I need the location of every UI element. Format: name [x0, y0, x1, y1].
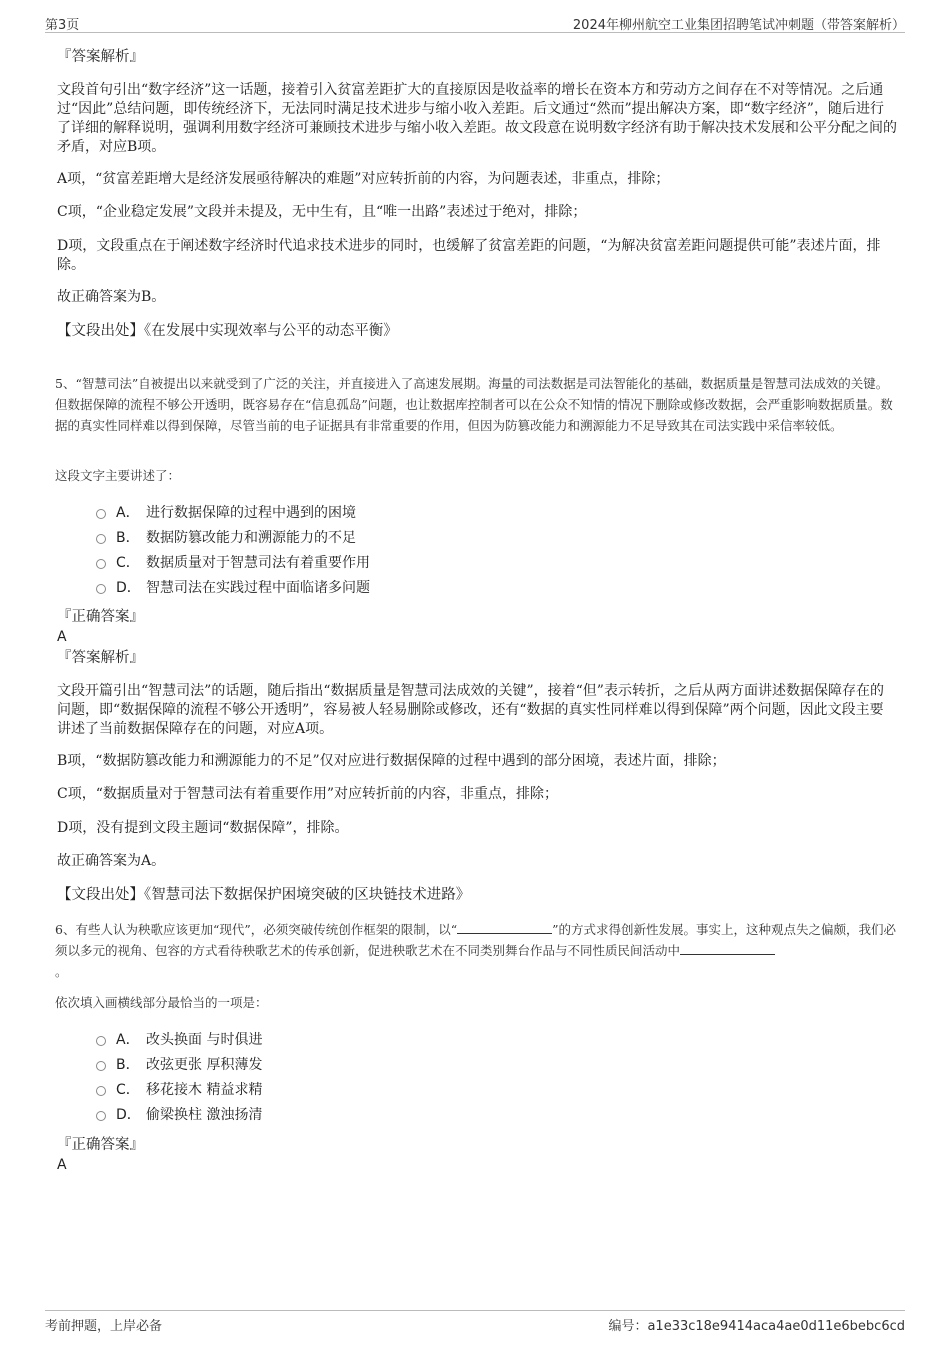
q5-options	[96, 499, 796, 599]
q5-source	[57, 885, 897, 905]
page-number: 第3页	[45, 18, 80, 33]
document-id: 编号：a1e33c18e9414aca4ae0d11e6bebc6cd	[608, 1319, 905, 1334]
radio-icon[interactable]	[96, 1036, 106, 1046]
blank-1	[457, 921, 552, 934]
q5-analysis-text: 文段开篇引出“智慧司法”的话题，随后指出“数据质量是智慧司法成效的关键”，接着“但”表示转折，之后从两方面讲述数据保障存在的问题，即“数据保障的流程不够公开透明”，容易被人轻易删除或修改，还有“数据的真实性同样难以得到保障”两个问题，因此文段主要讲述了当前数据保障存在的问题，对应A项。	[57, 683, 884, 737]
radio-icon[interactable]	[96, 1086, 106, 1096]
radio-icon[interactable]	[96, 534, 106, 544]
q4-option-d-note: D项，文段重点在于阐述数字经济时代追求技术进步的同时，也缓解了贫富差距的问题，“为解决贫富差距问题提供可能”表述片面，排除。	[57, 238, 881, 273]
q4-source-title: 《在发展中实现效率与公平的动态平衡》	[144, 323, 398, 339]
page-footer	[45, 1310, 905, 1337]
page-header	[45, 12, 905, 33]
q5-conclusion: 故正确答案为A。	[57, 853, 166, 869]
blank-2	[680, 942, 775, 955]
q5-option-a[interactable]: A． 进行数据保障的过程中遇到的困境	[96, 499, 796, 524]
q6-option-c[interactable]: C． 移花接木 精益求精	[96, 1076, 796, 1101]
q6-option-a[interactable]: A． 改头换面 与时俱进	[96, 1026, 796, 1051]
q5-correct-label: 『正确答案』	[57, 609, 144, 625]
q5-option-c[interactable]: C． 数据质量对于智慧司法有着重要作用	[96, 549, 796, 574]
q5-option-d[interactable]: D． 智慧司法在实践过程中面临诸多问题	[96, 574, 796, 599]
q5-option-b-note: B项，“数据防篡改能力和溯源能力的不足”仅对应进行数据保障的过程中遇到的部分困境，表述片面，排除；	[57, 753, 726, 769]
q5-option-b[interactable]: B． 数据防篡改能力和溯源能力的不足	[96, 524, 796, 549]
q5-option-d-note: D项，没有提到文段主题词“数据保障”，排除。	[57, 820, 349, 836]
q4-source	[57, 321, 897, 341]
q6-correct-answer: A	[57, 1157, 67, 1173]
radio-icon[interactable]	[96, 559, 106, 569]
q4-option-c-note: C项，“企业稳定发展”文段并未提及，无中生有，且“唯一出路”表述过于绝对，排除；	[57, 204, 587, 220]
radio-icon[interactable]	[96, 509, 106, 519]
q4-source-label: 【文段出处】	[57, 323, 144, 339]
q4-option-a-note: A项，“贫富差距增大是经济发展亟待解决的难题”对应转折前的内容，为问题表述，非重点，排除；	[57, 171, 670, 187]
q5-source-title: 《智慧司法下数据保护困境突破的区块链技术进路》	[144, 887, 471, 903]
radio-icon[interactable]	[96, 1061, 106, 1071]
footer-slogan: 考前押题，上岸必备	[45, 1319, 163, 1334]
q5-option-c-note: C项，“数据质量对于智慧司法有着重要作用”对应转折前的内容，非重点，排除；	[57, 786, 559, 802]
q5-source-label: 【文段出处】	[57, 887, 144, 903]
q5-correct-answer: A	[57, 629, 67, 645]
radio-icon[interactable]	[96, 1111, 106, 1121]
q6-prompt: 依次填入画横线部分最恰当的一项是：	[55, 995, 268, 1010]
q6-option-b[interactable]: B． 改弦更张 厚积薄发	[96, 1051, 796, 1076]
q5-prompt: 这段文字主要讲述了：	[55, 468, 181, 483]
q4-conclusion: 故正确答案为B。	[57, 289, 166, 305]
q6-option-d[interactable]: D． 偷梁换柱 激浊扬清	[96, 1101, 796, 1126]
document-title: 2024年柳州航空工业集团招聘笔试冲刺题（带答案解析）	[572, 18, 905, 33]
q5-question-text: 5、“智慧司法”自被提出以来就受到了广泛的关注，并直接进入了高速发展期。海量的司法数据是司法智能化的基础，数据质量是智慧司法成效的关键。但数据保障的流程不够公开透明，既容易存在“信息孤岛”问题，也让数据库控制者可以在公众不知情的情况下删除或修改数据，会严重影响数据质量。数据的真实性同样难以得到保障，尽管当前的电子证据具有非常重要的作用，但因为防篡改能力和溯源能力不足导致其在司法实践中采信率较低。	[55, 376, 893, 433]
q4-analysis-label: 『答案解析』	[57, 49, 144, 65]
q6-options	[96, 1026, 796, 1126]
q4-analysis-text: 文段首句引出“数字经济”这一话题，接着引入贫富差距扩大的直接原因是收益率的增长在资本方和劳动方之间存在不对等情况。之后通过“因此”总结问题，即传统经济下，无法同时满足技术进步与缩小收入差距。后文通过“然而”提出解决方案，即“数字经济”，随后进行了详细的解释说明，强调利用数字经济可兼顾技术进步与缩小收入差距。故文段意在说明数字经济有助于解决技术发展和公平分配之间的矛盾，对应B项。	[57, 82, 897, 155]
radio-icon[interactable]	[96, 584, 106, 594]
q6-correct-label: 『正确答案』	[57, 1137, 144, 1153]
q5-analysis-label: 『答案解析』	[57, 650, 144, 666]
q6-question-text: 6、有些人认为秧歌应该更加“现代”，必须突破传统创作框架的限制，以“ ”的方式求得创新性发展。事实上，这种观点失之偏颇，我们必须以多元的视角、包容的方式看待秧歌艺术的传承创新，促进秧歌艺术在不同类别舞台作品与不同性质民间活动中 。	[55, 922, 897, 979]
